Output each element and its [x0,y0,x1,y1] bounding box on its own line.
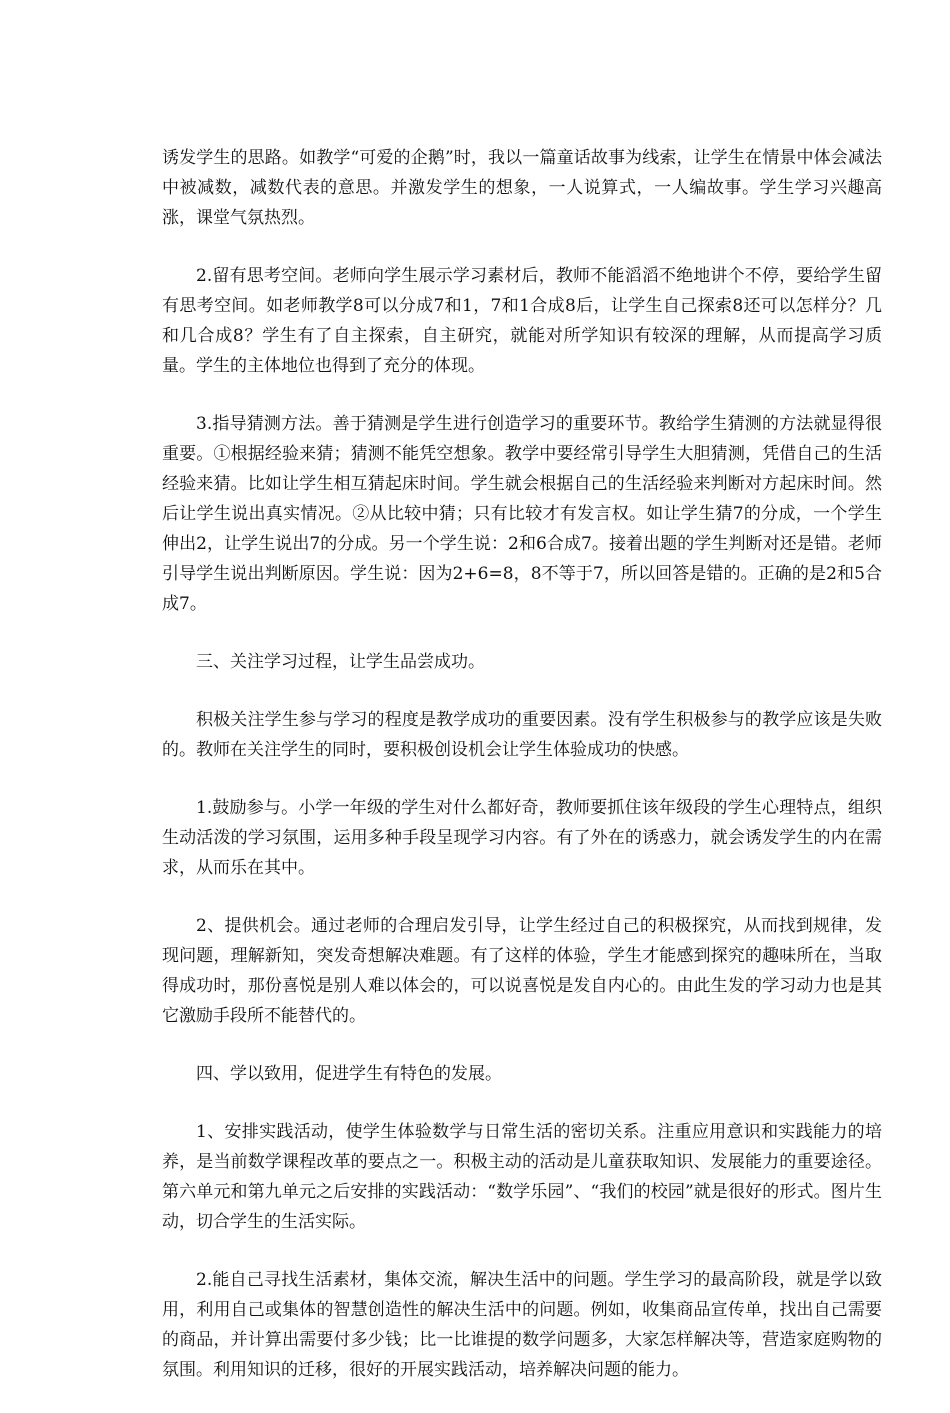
paragraph-participation: 积极关注学生参与学习的程度是教学成功的重要因素。没有学生积极参与的教学应该是失败的。教师在关注学生的同时，要积极创设机会让学生体验成功的快感。 [162,710,882,760]
paragraph-thinking-space: 2.留有思考空间。老师向学生展示学习素材后，教师不能滔滔不绝地讲个不停，要给学生留有思考空间。如老师教学8可以分成7和1，7和1合成8后，让学生自己探索8还可以怎样分？几和几合成8？学生有了自主探索，自主研究，就能对所学知识有较深的理解，从而提高学习质量。学生的主体地位也得到了充分的体现。 [162,266,882,376]
paragraph-encourage: 1.鼓励参与。小学一年级的学生对什么都好奇，教师要抓住该年级段的学生心理特点，组织生动活泼的学习氛围，运用多种手段呈现学习内容。有了外在的诱惑力，就会诱发学生的内在需求，从而乐在其中。 [162,798,882,878]
paragraph-continuation: 诱发学生的思路。如教学“可爱的企鹅”时，我以一篇童话故事为线索，让学生在情景中体会减法中被减数，减数代表的意思。并激发学生的想象，一人说算式，一人编故事。学生学习兴趣高涨，课堂气氛热烈。 [162,148,882,228]
section-heading-4: 四、学以致用，促进学生有特色的发展。 [196,1064,502,1084]
document-page [162,143,882,1413]
paragraph-practice: 1、安排实践活动，使学生体验数学与日常生活的密切关系。注重应用意识和实践能力的培养，是当前数学课程改革的要点之一。积极主动的活动是儿童获取知识、发展能力的重要途径。第六单元和第九单元之后安排的实践活动：“数学乐园”、“我们的校园”就是很好的形式。图片生动，切合学生的生活实际。 [162,1122,882,1232]
section-heading-3: 三、关注学习过程，让学生品尝成功。 [196,652,485,672]
paragraph-opportunity: 2、提供机会。通过老师的合理启发引导，让学生经过自己的积极探究，从而找到规律，发现问题，理解新知，突发奇想解决难题。有了这样的体验，学生才能感到探究的趣味所在，当取得成功时，那份喜悦是别人难以体会的，可以说喜悦是发自内心的。由此生发的学习动力也是其它激励手段所不能替代的。 [162,916,882,1026]
paragraph-life-materials: 2.能自己寻找生活素材，集体交流，解决生活中的问题。学生学习的最高阶段，就是学以致用，利用自己或集体的智慧创造性的解决生活中的问题。例如，收集商品宣传单，找出自己需要的商品，并计算出需要付多少钱；比一比谁提的数学问题多，大家怎样解决等，营造家庭购物的氛围。利用知识的迁移，很好的开展实践活动，培养解决问题的能力。 [162,1270,882,1380]
paragraph-guessing-methods: 3.指导猜测方法。善于猜测是学生进行创造学习的重要环节。教给学生猜测的方法就显得很重要。①根据经验来猜；猜测不能凭空想象。教学中要经常引导学生大胆猜测，凭借自己的生活经验来猜。比如让学生相互猜起床时间。学生就会根据自己的生活经验来判断对方起床时间。然后让学生说出真实情况。②从比较中猜；只有比较才有发言权。如让学生猜7的分成，一个学生伸出2，让学生说出7的分成。另一个学生说：2和6合成7。接着出题的学生判断对还是错。老师引导学生说出判断原因。学生说：因为2+6=8，8不等于7，所以回答是错的。正确的是2和5合成7。 [162,414,882,614]
